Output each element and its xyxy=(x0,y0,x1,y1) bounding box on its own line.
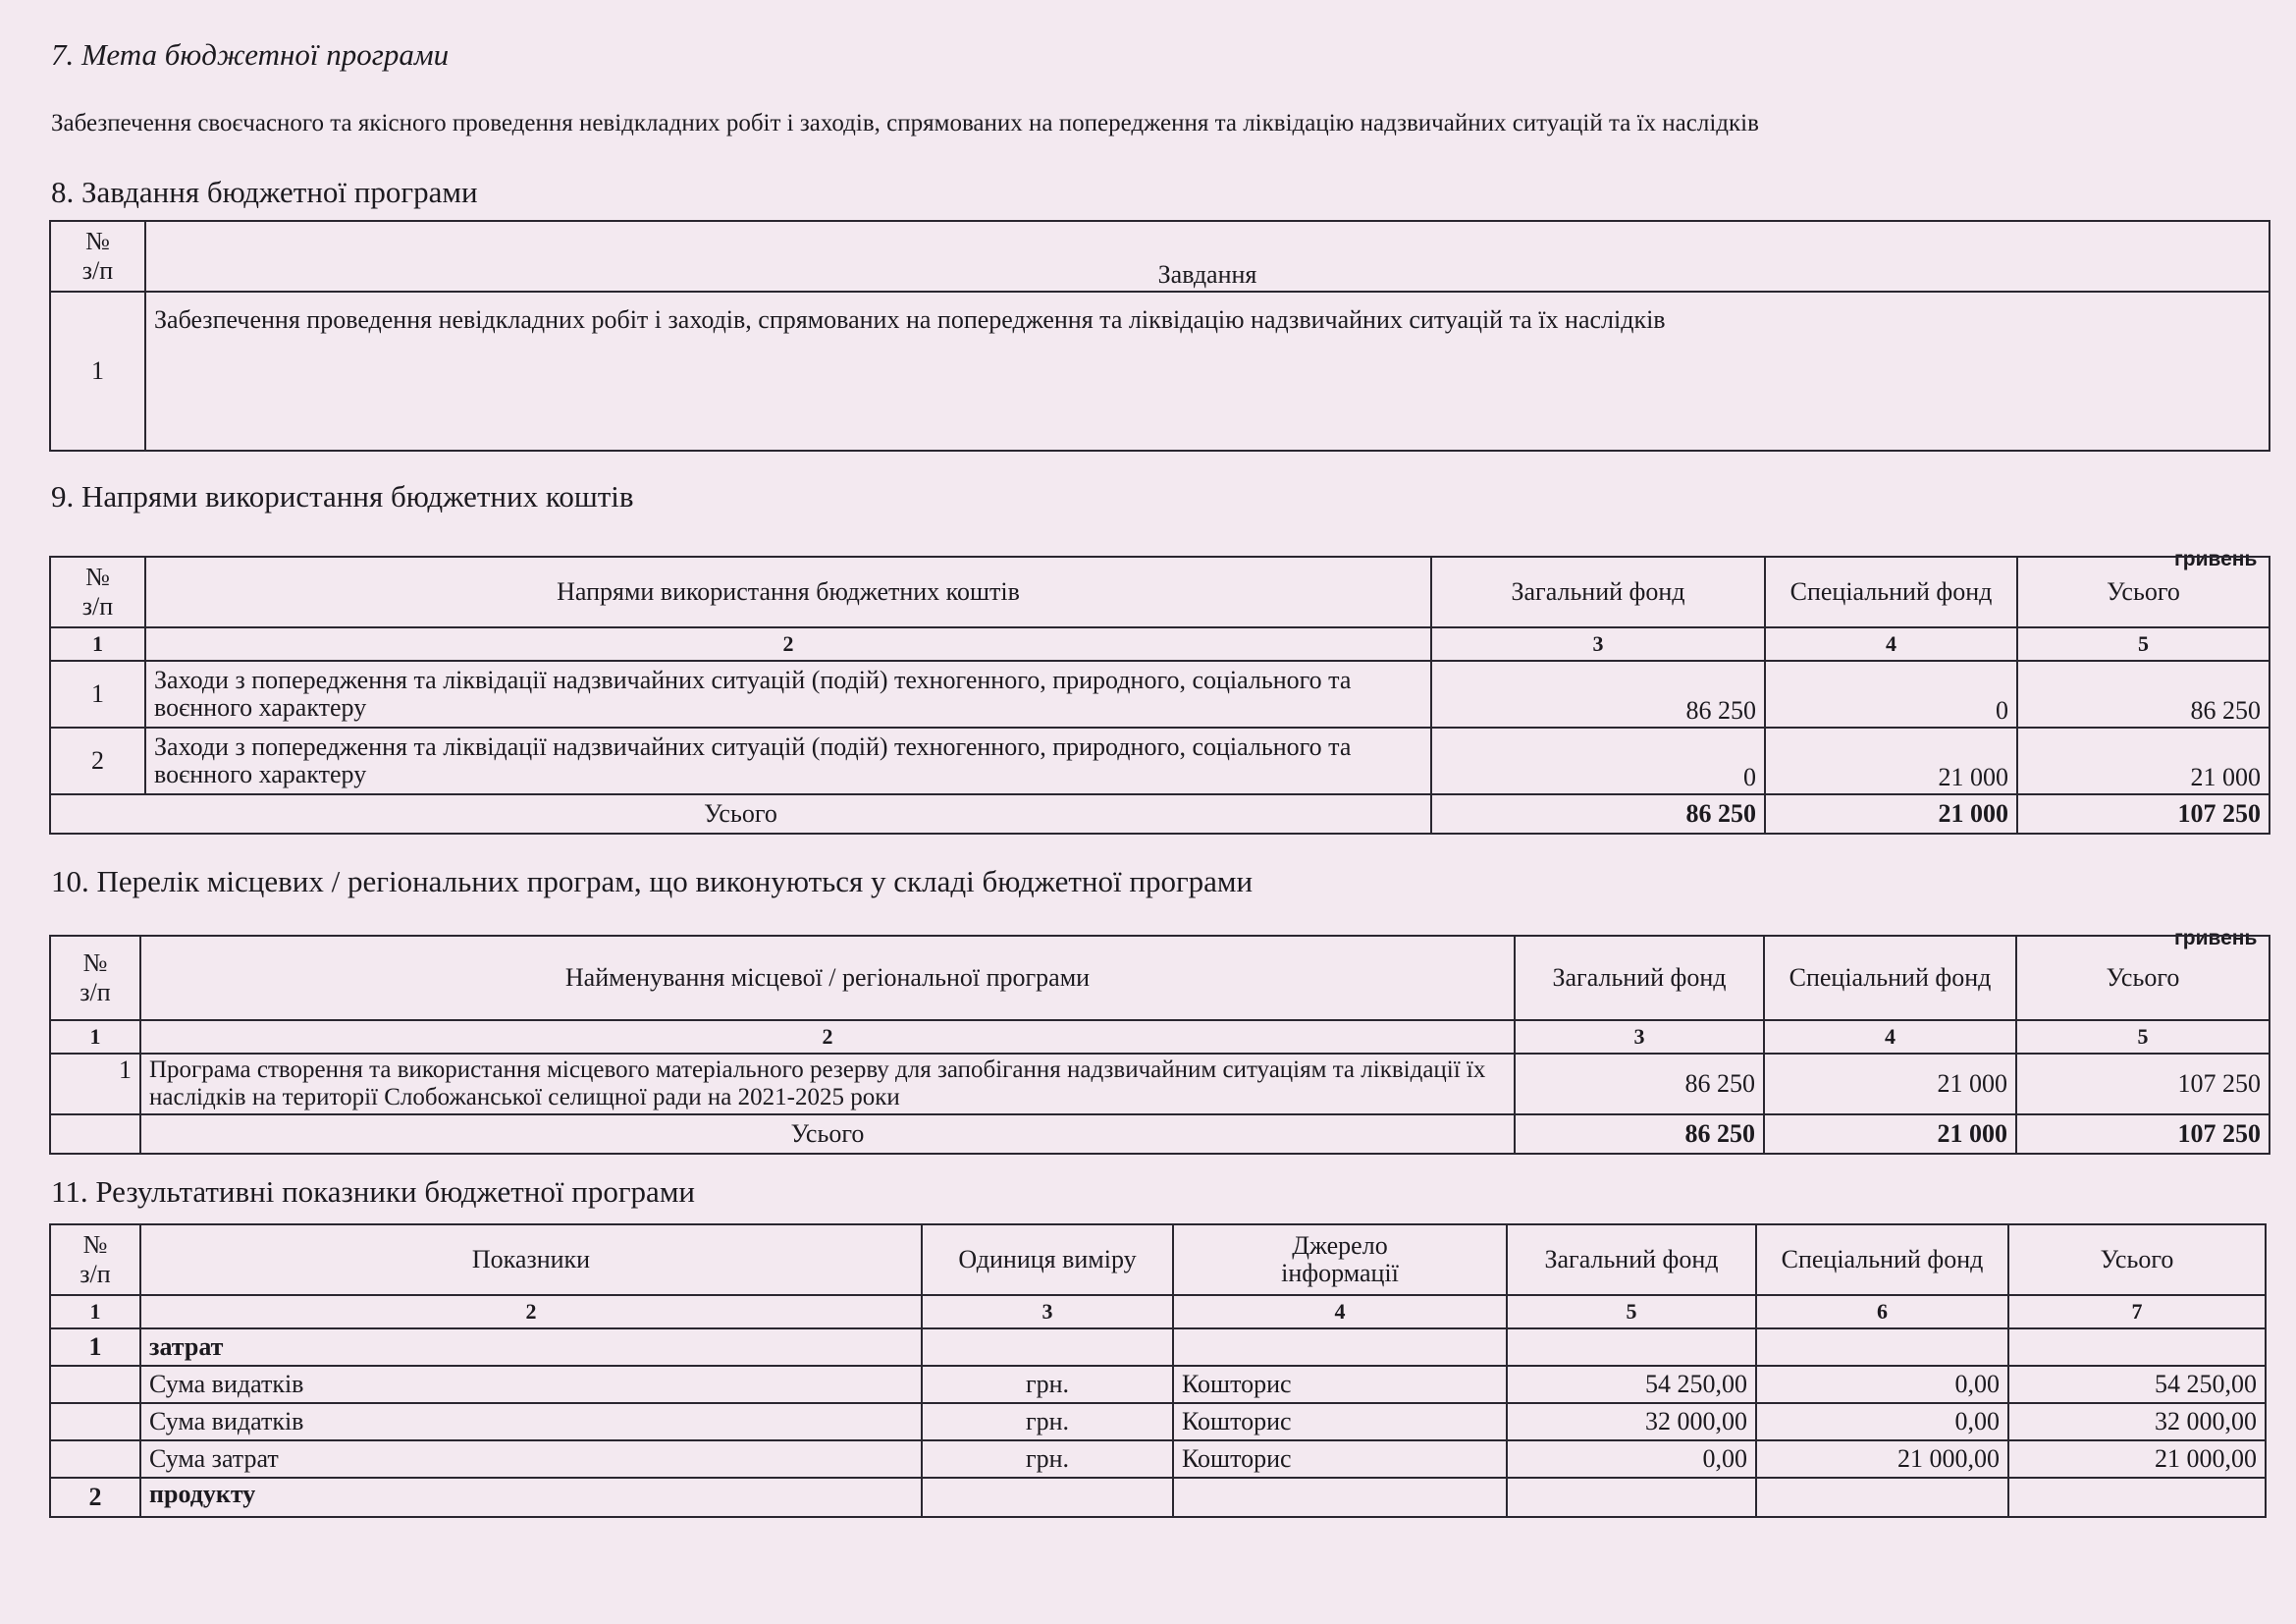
special-fund-total: 21 000 xyxy=(1765,794,2017,834)
section-7-text: Забезпечення своєчасного та якісного проведення невідкладних робіт і заходів, спрямованих на попередження та ліквідацію надзвичайних ситуацій та їх наслідків xyxy=(51,110,1759,136)
col-program-header: Найменування місцевої / регіональної програми xyxy=(140,936,1515,1020)
grand-total: 107 250 xyxy=(2017,794,2269,834)
col-total-header: Усього xyxy=(2017,557,2269,627)
indicator-unit: грн. xyxy=(922,1403,1173,1440)
col-number: 3 xyxy=(1515,1020,1764,1054)
empty-cell xyxy=(50,1114,140,1154)
group-no: 2 xyxy=(50,1478,140,1517)
col-general-header: Загальний фонд xyxy=(1431,557,1765,627)
special-fund-value: 0,00 xyxy=(1756,1403,2008,1440)
col-general-header: Загальний фонд xyxy=(1507,1224,1756,1295)
special-fund-value: 21 000 xyxy=(1765,728,2017,794)
group-name: продукту xyxy=(140,1478,922,1517)
col-number: 5 xyxy=(2016,1020,2269,1054)
col-general-header: Загальний фонд xyxy=(1515,936,1764,1020)
indicator-source: Кошторис xyxy=(1173,1403,1507,1440)
col-unit-header: Одиниця виміру xyxy=(922,1224,1173,1295)
general-fund-value: 86 250 xyxy=(1431,661,1765,728)
general-fund-total: 86 250 xyxy=(1515,1114,1764,1154)
col-source-header: Джерело інформації xyxy=(1173,1224,1507,1295)
currency-unit: гривень xyxy=(2174,927,2258,949)
total-value: 107 250 xyxy=(2016,1054,2269,1114)
col-number: 2 xyxy=(145,627,1431,661)
general-fund-total: 86 250 xyxy=(1431,794,1765,834)
row-no: 1 xyxy=(50,292,145,451)
section-9-title: 9. Напрями використання бюджетних коштів xyxy=(51,479,634,514)
col-number: 1 xyxy=(50,627,145,661)
col-number: 2 xyxy=(140,1020,1515,1054)
special-fund-value: 21 000 xyxy=(1764,1054,2016,1114)
col-special-header: Спеціальний фонд xyxy=(1756,1224,2008,1295)
col-number: 3 xyxy=(1431,627,1765,661)
col-number: 5 xyxy=(1507,1295,1756,1328)
tasks-table xyxy=(49,220,2270,452)
col-number: 6 xyxy=(1756,1295,2008,1328)
col-task-header: Завдання xyxy=(145,221,2269,292)
programs-table xyxy=(49,935,2270,1155)
col-no-header: № з/п xyxy=(50,936,140,1020)
total-value: 21 000,00 xyxy=(2008,1440,2266,1478)
indicator-name: Сума видатків xyxy=(140,1403,922,1440)
section-7-title: 7. Мета бюджетної програми xyxy=(51,37,450,72)
section-10-title: 10. Перелік місцевих / регіональних програм, що виконуються у складі бюджетної програми xyxy=(51,864,1254,898)
col-total-header: Усього xyxy=(2008,1224,2266,1295)
direction-text: Заходи з попередження та ліквідації надзвичайних ситуацій (подій) техногенного, природного, соціального та воєнного характеру xyxy=(145,661,1431,728)
total-value: 32 000,00 xyxy=(2008,1403,2266,1440)
indicator-name: Сума видатків xyxy=(140,1366,922,1403)
col-no-header: № з/п xyxy=(50,1224,140,1295)
indicator-source: Кошторис xyxy=(1173,1366,1507,1403)
section-11-title: 11. Результативні показники бюджетної програми xyxy=(51,1174,696,1209)
col-number: 4 xyxy=(1173,1295,1507,1328)
col-direction-header: Напрями використання бюджетних коштів xyxy=(145,557,1431,627)
col-number: 5 xyxy=(2017,627,2269,661)
general-fund-value: 0 xyxy=(1431,728,1765,794)
row-no: 1 xyxy=(50,661,145,728)
total-value: 54 250,00 xyxy=(2008,1366,2266,1403)
row-no: 1 xyxy=(50,1054,140,1114)
col-no-header: № з/п xyxy=(50,221,145,292)
col-indicator-header: Показники xyxy=(140,1224,922,1295)
grand-total: 107 250 xyxy=(2016,1114,2269,1154)
table-row xyxy=(50,1366,2266,1403)
col-special-header: Спеціальний фонд xyxy=(1764,936,2016,1020)
col-number: 3 xyxy=(922,1295,1173,1328)
table-row xyxy=(50,292,2269,451)
program-name: Програма створення та використання місцевого матеріального резерву для запобігання надзвичайним ситуаціям та ліквідації їх наслідків на території Слобожанської селищної ради на 2021-2025 роки xyxy=(140,1054,1515,1114)
total-row xyxy=(50,794,2269,834)
general-fund-value: 54 250,00 xyxy=(1507,1366,1756,1403)
empty-cell xyxy=(50,1440,140,1478)
table-row xyxy=(50,1054,2269,1114)
col-special-header: Спеціальний фонд xyxy=(1765,557,2017,627)
col-number: 1 xyxy=(50,1295,140,1328)
special-fund-value: 0 xyxy=(1765,661,2017,728)
table-row xyxy=(50,661,2269,728)
special-fund-total: 21 000 xyxy=(1764,1114,2016,1154)
col-number: 4 xyxy=(1765,627,2017,661)
special-fund-value: 0,00 xyxy=(1756,1366,2008,1403)
total-label: Усього xyxy=(50,794,1431,834)
col-number: 7 xyxy=(2008,1295,2266,1328)
group-name: затрат xyxy=(140,1328,922,1366)
indicator-unit: грн. xyxy=(922,1366,1173,1403)
task-text: Забезпечення проведення невідкладних робіт і заходів, спрямованих на попередження та ліквідацію надзвичайних ситуацій та їх наслідків xyxy=(145,292,2269,451)
section-8-title: 8. Завдання бюджетної програми xyxy=(51,175,478,209)
direction-text: Заходи з попередження та ліквідації надзвичайних ситуацій (подій) техногенного, природного, соціального та воєнного характеру xyxy=(145,728,1431,794)
col-number: 1 xyxy=(50,1020,140,1054)
col-number: 4 xyxy=(1764,1020,2016,1054)
empty-cell xyxy=(50,1366,140,1403)
table-row xyxy=(50,1440,2266,1478)
indicator-name: Сума затрат xyxy=(140,1440,922,1478)
table-row xyxy=(50,1403,2266,1440)
col-total-header: Усього xyxy=(2016,936,2269,1020)
directions-table xyxy=(49,556,2270,835)
special-fund-value: 21 000,00 xyxy=(1756,1440,2008,1478)
indicator-unit: грн. xyxy=(922,1440,1173,1478)
col-no-header: № з/п xyxy=(50,557,145,627)
group-no: 1 xyxy=(50,1328,140,1366)
general-fund-value: 32 000,00 xyxy=(1507,1403,1756,1440)
total-value: 86 250 xyxy=(2017,661,2269,728)
indicator-source: Кошторис xyxy=(1173,1440,1507,1478)
total-value: 21 000 xyxy=(2017,728,2269,794)
general-fund-value: 86 250 xyxy=(1515,1054,1764,1114)
group-row xyxy=(50,1478,2266,1517)
empty-cell xyxy=(50,1403,140,1440)
row-no: 2 xyxy=(50,728,145,794)
total-row xyxy=(50,1114,2269,1154)
indicators-table xyxy=(49,1223,2267,1518)
total-label: Усього xyxy=(140,1114,1515,1154)
currency-unit: гривень xyxy=(2174,548,2258,570)
col-number: 2 xyxy=(140,1295,922,1328)
general-fund-value: 0,00 xyxy=(1507,1440,1756,1478)
group-row xyxy=(50,1328,2266,1366)
table-row xyxy=(50,728,2269,794)
